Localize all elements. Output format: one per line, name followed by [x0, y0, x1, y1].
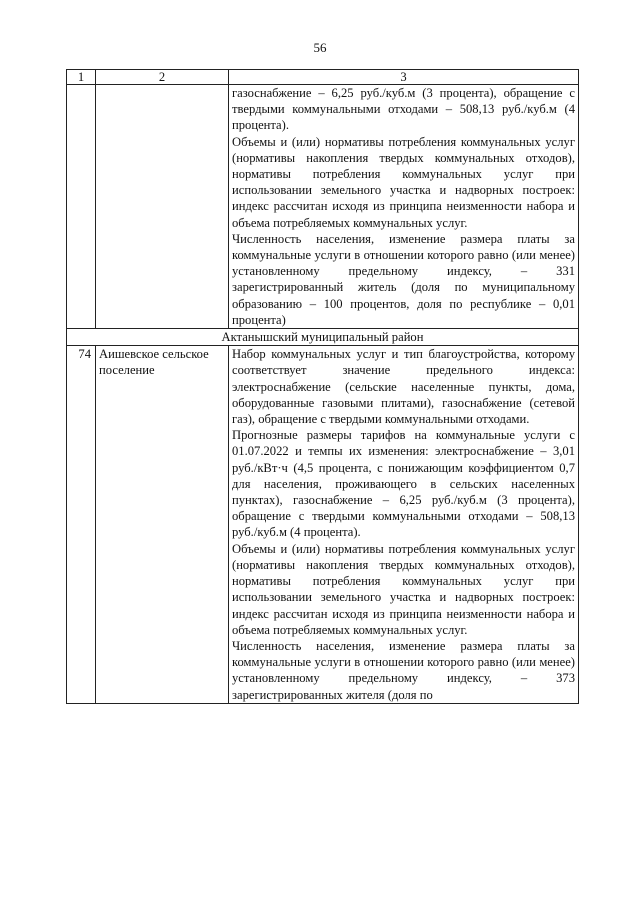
district-title: Актанышский муниципальный район — [67, 329, 579, 346]
paragraph: Набор коммунальных услуг и тип благоустройства, которому соответствует значение предельного индекса: электроснабжение (сельские населенные пункты, дома, оборудованные газовыми плитами), газоснабжение (сетевой газ), обращение с твердыми коммунальными отходами. — [232, 347, 575, 427]
continued-row-text-cell — [229, 85, 579, 329]
continued-row-num-cell — [67, 85, 96, 329]
table-header-row — [67, 70, 579, 85]
continued-row — [67, 85, 579, 329]
column-header-3: 3 — [229, 70, 579, 85]
row-number: 74 — [67, 346, 96, 703]
paragraph: Объемы и (или) нормативы потребления коммунальных услуг (нормативы накопления твердых коммунальных отходов), нормативы потребления коммунальных услуг при использовании земельного участка и надворных построек: индекс рассчитан исходя из принципа неизменности набора и объема потребляемых коммунальных услуг. — [232, 134, 575, 230]
paragraph: газоснабжение – 6,25 руб./куб.м (3 процента), обращение с твердыми коммунальными отходами – 508,13 руб./куб.м (4 процента). — [232, 86, 575, 133]
tariff-table — [66, 69, 579, 704]
column-header-1: 1 — [67, 70, 96, 85]
paragraph: Объемы и (или) нормативы потребления коммунальных услуг (нормативы накопления твердых коммунальных отходов), нормативы потребления коммунальных услуг при использовании земельного участка и надворных построек: индекс рассчитан исходя из принципа неизменности набора и объема потребляемых коммунальных услуг. — [232, 541, 575, 637]
settlement-name: Аишевское сельское поселение — [96, 346, 229, 703]
paragraph: Прогнозные размеры тарифов на коммунальные услуги с 01.07.2022 и темпы их изменения: электроснабжение – 3,01 руб./кВт·ч (4,5 процента, с понижающим коэффициентом 0,7 для населения, проживающего в сельских населенных пунктах), газоснабжение – 6,25 руб./куб.м (3 процента), обращение с твердыми коммунальными отходами – 508,13 руб./куб.м (4 процента). — [232, 428, 575, 540]
row-text-cell — [229, 346, 579, 703]
district-row — [67, 329, 579, 346]
table-row — [67, 346, 579, 703]
column-header-2: 2 — [96, 70, 229, 85]
paragraph: Численность населения, изменение размера платы за коммунальные услуги в отношении которого равно (или менее) установленному предельному индексу, – 331 зарегистрированный житель (доля по муниципальному образованию – 100 процентов, доля по республике – 0,01 процента) — [232, 231, 575, 327]
continued-row-name-cell — [96, 85, 229, 329]
page-number: 56 — [313, 40, 327, 55]
paragraph: Численность населения, изменение размера платы за коммунальные услуги в отношении которого равно (или менее) установленному предельному индексу, – 373 зарегистрированных жителя (доля по — [232, 638, 575, 702]
